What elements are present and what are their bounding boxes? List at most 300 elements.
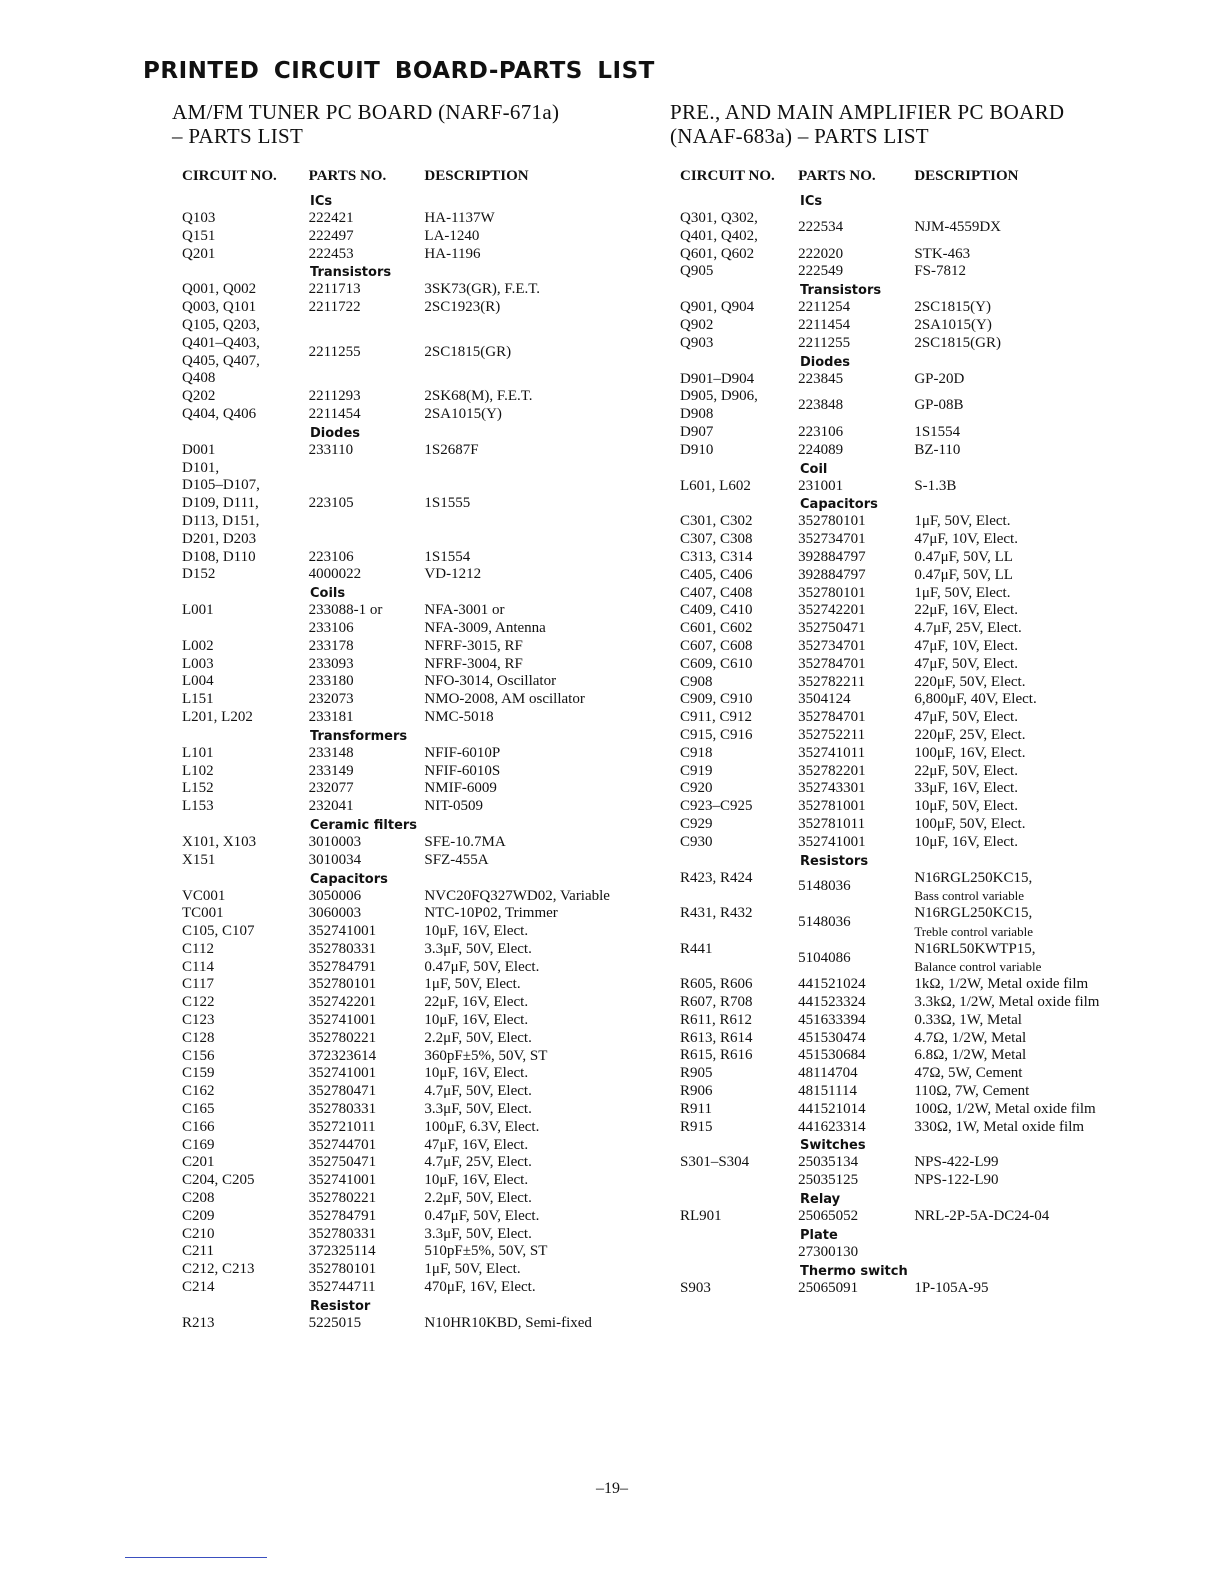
circuit-no-cell [670, 1065, 798, 1083]
circuit-no: L001 [182, 602, 214, 619]
parts-no-cell [309, 228, 425, 246]
table-row [172, 1279, 652, 1297]
group-label: Capacitors [800, 497, 878, 513]
circuit-no: C407, C408 [680, 584, 753, 601]
table-row [172, 638, 652, 656]
parts-no-cell [798, 638, 914, 656]
parts-no-cell [798, 585, 914, 603]
circuit-no: D908 [680, 406, 714, 423]
group-label: Transformers [310, 728, 408, 744]
description: 2SC1923(R) [424, 299, 501, 316]
circuit-no-cell [670, 674, 798, 692]
circuit-no: C212, C213 [182, 1261, 255, 1278]
circuit-no-cell [670, 299, 798, 317]
parts-no-cell [798, 994, 914, 1012]
group-label: Diodes [310, 425, 361, 441]
circuit-no-cell [670, 745, 798, 763]
circuit-no-cell [172, 1261, 309, 1279]
parts-no: 233093 [308, 655, 354, 672]
parts-no: 352780101 [308, 1261, 377, 1278]
description: NJM-4559DX [914, 218, 1001, 235]
description: 100μF, 50V, Elect. [914, 815, 1026, 832]
circuit-no: C919 [680, 762, 713, 779]
table-row [172, 923, 652, 941]
parts-no: 231001 [798, 477, 844, 494]
circuit-no-cell [172, 1048, 309, 1066]
description-cell [914, 442, 1190, 460]
circuit-no: Q301, Q302, [680, 210, 758, 226]
parts-no: 352780101 [308, 976, 377, 993]
parts-no-cell [309, 745, 425, 763]
parts-no-cell [798, 1119, 914, 1137]
parts-no-cell [798, 620, 914, 638]
description-cell [424, 299, 652, 317]
description-cell [424, 388, 652, 406]
circuit-no: D152 [182, 566, 216, 583]
parts-no-cell [798, 442, 914, 460]
description-cell [424, 905, 652, 923]
description: 360pF±5%, 50V, ST [424, 1047, 548, 1064]
table-row [172, 852, 652, 870]
table-row [670, 780, 1190, 798]
description-cell [914, 1065, 1190, 1083]
circuit-no: C105, C107 [182, 923, 255, 940]
parts-no: 352744711 [308, 1279, 376, 1296]
circuit-no: C405, C406 [680, 566, 753, 583]
circuit-no-cell [670, 976, 798, 994]
table-row [172, 673, 652, 691]
description-cell [424, 1048, 652, 1066]
circuit-no: R607, R708 [680, 994, 753, 1011]
parts-no-cell [309, 299, 425, 317]
description-cell [424, 852, 652, 870]
circuit-no-cell [172, 1119, 309, 1137]
parts-no-cell [798, 941, 914, 977]
parts-no: 223106 [798, 423, 844, 440]
description: VD-1212 [424, 566, 482, 583]
circuit-no-cell [670, 620, 798, 638]
description: BZ-110 [914, 441, 961, 458]
circuit-no: D101, [182, 459, 220, 476]
description-cell [914, 602, 1190, 620]
parts-no-cell [309, 923, 425, 941]
parts-no: 25065052 [798, 1208, 859, 1225]
circuit-no: R615, R616 [680, 1047, 753, 1064]
circuit-no-cell [172, 673, 309, 691]
description: 1μF, 50V, Elect. [914, 513, 1011, 530]
circuit-no: C607, C608 [680, 637, 753, 654]
circuit-no: Q408 [182, 370, 216, 387]
parts-no: 352742201 [308, 994, 377, 1011]
parts-no-cell [798, 531, 914, 549]
description-cell [424, 763, 652, 781]
circuit-no: D907 [680, 423, 714, 440]
description: NFIF-6010S [424, 762, 501, 779]
parts-no-cell [309, 852, 425, 870]
parts-no-cell [798, 1030, 914, 1048]
parts-no-cell [798, 1101, 914, 1119]
circuit-no: D901–D904 [680, 370, 755, 387]
circuit-no: Q902 [680, 316, 714, 333]
parts-no: 223106 [308, 548, 354, 565]
parts-no-cell [309, 210, 425, 228]
parts-no-cell [309, 1208, 425, 1226]
description-cell [914, 905, 1190, 941]
description-cell [424, 1172, 652, 1190]
circuit-no-cell [670, 691, 798, 709]
parts-no: 2211722 [308, 299, 361, 316]
description: FS-7812 [914, 263, 966, 280]
parts-no: 3010034 [308, 851, 362, 868]
amplifier-board-title-line: (NAAF-683a) – PARTS LIST [670, 124, 929, 148]
circuit-no: C909, C910 [680, 691, 753, 708]
description-cell [914, 424, 1190, 442]
circuit-no: C166 [182, 1118, 215, 1135]
circuit-no-cell [670, 335, 798, 353]
parts-no: 352734701 [798, 531, 866, 548]
group-label: Coil [800, 461, 828, 477]
parts-no: 352784791 [308, 1207, 377, 1224]
circuit-no-cell [670, 798, 798, 816]
parts-no-cell [309, 1137, 425, 1155]
table-row [172, 905, 652, 923]
parts-no-cell [798, 745, 914, 763]
parts-no: 2211454 [308, 405, 361, 422]
circuit-no: Q903 [680, 334, 714, 351]
circuit-no-cell [670, 1280, 798, 1298]
description: 1μF, 50V, Elect. [424, 1261, 521, 1278]
table-row [172, 1154, 652, 1172]
description: 4.7μF, 25V, Elect. [914, 620, 1022, 637]
description-cell [914, 1208, 1190, 1226]
circuit-no: X151 [182, 851, 216, 868]
parts-no: 352784791 [308, 958, 377, 975]
description-cell [914, 210, 1190, 246]
circuit-no: D910 [680, 441, 714, 458]
description-cell [424, 941, 652, 959]
description: 1μF, 50V, Elect. [914, 584, 1011, 601]
description-cell [424, 1243, 652, 1261]
parts-no-cell [798, 388, 914, 424]
table-row [670, 905, 1190, 941]
parts-no-cell [309, 1119, 425, 1137]
table-row [172, 566, 652, 584]
table-row [670, 299, 1190, 317]
parts-no: 3060003 [308, 905, 362, 922]
parts-no: 222497 [308, 227, 354, 244]
parts-no-cell [798, 727, 914, 745]
description: NTC-10P02, Trimmer [424, 905, 558, 922]
circuit-no: R911 [680, 1100, 712, 1117]
table-row [172, 460, 652, 549]
description-cell [914, 1119, 1190, 1137]
circuit-no-cell [172, 888, 309, 906]
circuit-no: C122 [182, 994, 215, 1011]
table-row [172, 1083, 652, 1101]
description-cell [914, 1101, 1190, 1119]
table-row [670, 1208, 1190, 1226]
circuit-no: C114 [182, 958, 214, 975]
circuit-no-cell [172, 1279, 309, 1297]
circuit-no: C929 [680, 815, 713, 832]
description-cell [424, 1119, 652, 1137]
table-row [172, 888, 652, 906]
description: 10μF, 16V, Elect. [914, 833, 1018, 850]
table-row [670, 567, 1190, 585]
circuit-no: D105–D107, [182, 477, 260, 494]
parts-no-cell [798, 1244, 914, 1262]
circuit-no: Q202 [182, 388, 216, 405]
page-number: –19– [596, 1480, 628, 1497]
table-row [670, 1012, 1190, 1030]
circuit-no: C211 [182, 1243, 214, 1260]
table-row [670, 602, 1190, 620]
amplifier-column-headers [670, 166, 1190, 186]
description-cell [914, 763, 1190, 781]
circuit-no-cell [172, 566, 309, 584]
circuit-no-cell [670, 442, 798, 460]
description-cell [424, 673, 652, 691]
description: 3.3kΩ, 1/2W, Metal oxide film [914, 994, 1100, 1011]
table-row [172, 941, 652, 959]
description-cell [914, 585, 1190, 603]
parts-no: 25035134 [798, 1154, 859, 1171]
table-row [670, 709, 1190, 727]
circuit-no-cell [172, 834, 309, 852]
circuit-no: L153 [182, 798, 214, 815]
table-row [172, 780, 652, 798]
parts-no-cell [798, 1154, 914, 1190]
footer-rule [125, 1557, 267, 1558]
circuit-no: TC001 [182, 905, 224, 922]
circuit-no-cell [172, 1065, 309, 1083]
parts-no-cell [798, 798, 914, 816]
parts-no: 233149 [308, 762, 354, 779]
circuit-no: C214 [182, 1279, 215, 1296]
parts-no: 352780101 [798, 584, 866, 601]
description: 510pF±5%, 50V, ST [424, 1243, 548, 1260]
circuit-no-cell [172, 388, 309, 406]
circuit-no-cell [670, 513, 798, 531]
parts-no-cell [798, 1065, 914, 1083]
table-row [172, 228, 652, 246]
circuit-no: C911, C912 [680, 709, 752, 726]
tuner-board-title-line: – PARTS LIST [172, 124, 304, 148]
description: 2SC1815(GR) [424, 343, 512, 360]
circuit-no-cell [670, 638, 798, 656]
circuit-no-cell [670, 763, 798, 781]
description: 1kΩ, 1/2W, Metal oxide film [914, 976, 1089, 993]
circuit-no: C915, C916 [680, 726, 753, 743]
parts-no-cell [309, 1154, 425, 1172]
table-row [670, 210, 1190, 246]
table-row [172, 959, 652, 977]
description: NFIF-6010P [424, 744, 501, 761]
parts-no: 352780221 [308, 1190, 377, 1207]
group-label: Coils [310, 586, 346, 602]
description: LA-1240 [424, 227, 480, 244]
description: 4.7μF, 25V, Elect. [424, 1154, 532, 1171]
description-cell [424, 317, 652, 388]
circuit-no-cell [670, 424, 798, 442]
parts-no-cell [309, 976, 425, 994]
circuit-no-cell [172, 638, 309, 656]
description-cell [424, 959, 652, 977]
parts-no: 441521014 [798, 1100, 866, 1117]
description-cell [424, 1208, 652, 1226]
description: 220μF, 50V, Elect. [914, 673, 1026, 690]
table-row [670, 798, 1190, 816]
parts-no: 25035125 [798, 1172, 859, 1189]
table-row [172, 406, 652, 424]
description: 100μF, 6.3V, Elect. [424, 1118, 540, 1135]
parts-no: 233148 [308, 744, 354, 761]
circuit-no: Q901, Q904 [680, 299, 755, 316]
description-cell [914, 1030, 1190, 1048]
group-label: Diodes [800, 354, 851, 370]
description: GP-20D [914, 370, 965, 387]
table-row [670, 1083, 1190, 1101]
parts-no: 352784701 [798, 709, 866, 726]
description: NFA-3009, Antenna [424, 619, 546, 636]
parts-no-cell [309, 638, 425, 656]
circuit-no-cell [670, 549, 798, 567]
table-row [670, 263, 1190, 281]
description: SFE-10.7MA [424, 833, 506, 850]
table-row [670, 745, 1190, 763]
circuit-no: C159 [182, 1065, 215, 1082]
description-cell [424, 888, 652, 906]
description: Balance control variable [914, 959, 1042, 975]
parts-no: 222549 [798, 263, 844, 280]
circuit-no: C201 [182, 1154, 215, 1171]
table-row [172, 994, 652, 1012]
parts-no: 352744701 [308, 1136, 377, 1153]
circuit-no: D905, D906, [680, 388, 758, 405]
circuit-no: Q401–Q403, [182, 334, 260, 351]
description-cell [424, 442, 652, 460]
circuit-no: Q105, Q203, [182, 316, 260, 333]
table-row [670, 727, 1190, 745]
description: 2.2μF, 50V, Elect. [424, 1190, 532, 1207]
description-cell [914, 1012, 1190, 1030]
parts-no-cell [309, 317, 425, 388]
description: 0.47μF, 50V, Elect. [424, 1207, 540, 1224]
amplifier-board-parts-list [670, 100, 1190, 1297]
parts-no-header: PARTS NO. [798, 167, 876, 184]
parts-no-cell [309, 798, 425, 816]
circuit-no: RL901 [680, 1208, 722, 1225]
description: NPS-122-L90 [914, 1172, 999, 1189]
group-label: Transistors [310, 265, 392, 281]
table-row [670, 976, 1190, 994]
description: 330Ω, 1W, Metal oxide film [914, 1118, 1085, 1135]
description-cell [914, 299, 1190, 317]
description: N16RL50KWTP15, [914, 940, 1036, 957]
table-row [670, 656, 1190, 674]
parts-no-cell [798, 246, 914, 264]
description-cell [424, 1190, 652, 1208]
table-row [172, 1315, 652, 1333]
parts-no-cell [798, 1208, 914, 1226]
parts-no: 223848 [798, 397, 844, 414]
parts-no: 233178 [308, 637, 354, 654]
parts-no-cell [798, 1047, 914, 1065]
table-row [172, 798, 652, 816]
circuit-no: C301, C302 [680, 513, 753, 530]
group-label: Relay [800, 1192, 841, 1208]
table-row [670, 388, 1190, 424]
circuit-no-cell [172, 281, 309, 299]
description-cell [914, 335, 1190, 353]
description: N10HR10KBD, Semi-fixed [424, 1314, 592, 1331]
table-row [670, 549, 1190, 567]
table-row [670, 870, 1190, 906]
table-row [172, 1065, 652, 1083]
description: 470μF, 16V, Elect. [424, 1279, 536, 1296]
parts-no-cell [309, 246, 425, 264]
table-row [670, 424, 1190, 442]
parts-no-cell [309, 673, 425, 691]
parts-no-cell [309, 1012, 425, 1030]
circuit-no-cell [670, 1083, 798, 1101]
circuit-no: R605, R606 [680, 976, 753, 993]
description: N16RGL250KC15, [914, 869, 1033, 886]
parts-no-cell [798, 709, 914, 727]
circuit-no-cell [670, 994, 798, 1012]
description: 47μF, 10V, Elect. [914, 637, 1018, 654]
circuit-no-cell [670, 1030, 798, 1048]
circuit-no-cell [670, 388, 798, 424]
table-row [172, 442, 652, 460]
table-row [172, 281, 652, 299]
table-row [172, 1243, 652, 1261]
circuit-no: R423, R424 [680, 869, 753, 886]
parts-no: 352741001 [308, 1172, 377, 1189]
description-cell [424, 1137, 652, 1155]
circuit-no: C112 [182, 940, 214, 957]
circuit-no: R905 [680, 1065, 713, 1082]
parts-no-cell [798, 816, 914, 834]
circuit-no-cell [172, 923, 309, 941]
parts-no-cell [309, 656, 425, 674]
description-cell [424, 246, 652, 264]
circuit-no: C169 [182, 1136, 215, 1153]
parts-no-cell [309, 1083, 425, 1101]
description-cell [424, 1279, 652, 1297]
parts-no-cell [309, 1101, 425, 1119]
group-label: Resistors [800, 853, 869, 869]
parts-no-header: PARTS NO. [308, 167, 387, 184]
circuit-no: C162 [182, 1083, 215, 1100]
description-cell [914, 531, 1190, 549]
parts-no-cell [309, 888, 425, 906]
circuit-no-header: CIRCUIT NO. [680, 167, 775, 184]
parts-no-cell [309, 1243, 425, 1261]
circuit-no: Q103 [182, 210, 216, 226]
group-label: Thermo switch [800, 1263, 908, 1279]
parts-no-cell [798, 317, 914, 335]
parts-no-cell [798, 870, 914, 906]
description-cell [914, 317, 1190, 335]
parts-no: 222020 [798, 245, 844, 262]
description-cell [914, 709, 1190, 727]
description: NFRF-3004, RF [424, 655, 523, 672]
description-header: DESCRIPTION [424, 167, 529, 184]
description: Bass control variable [914, 888, 1025, 904]
table-row [172, 1030, 652, 1048]
circuit-no: Q001, Q002 [182, 281, 257, 298]
